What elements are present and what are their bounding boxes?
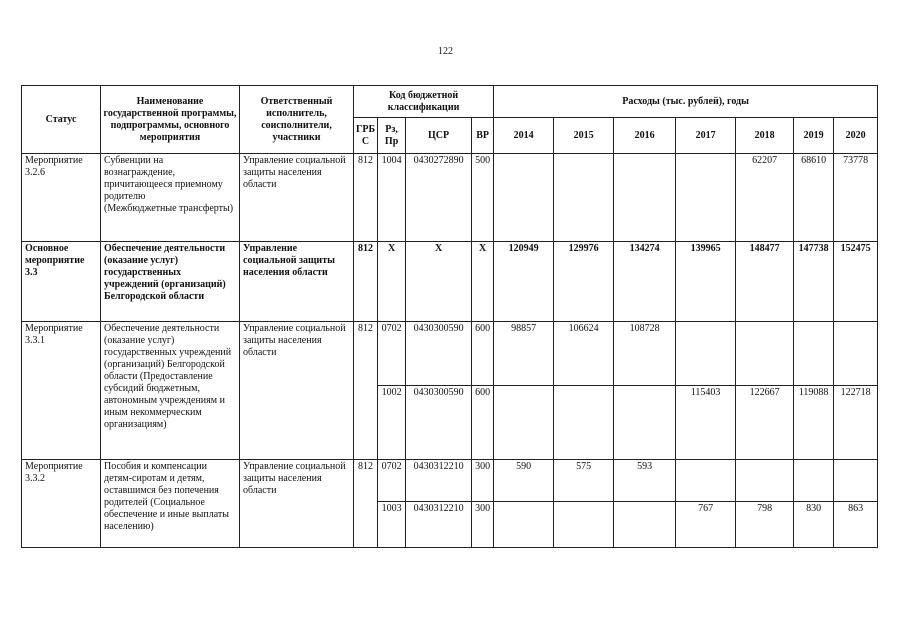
row-name: Субвенции на вознаграждение, причитающееся приемному родителю (Межбюджетные трансферты) (101, 154, 240, 242)
row-value (834, 322, 878, 386)
row-name: Пособия и компенсации детям-сиротам и детям, оставшимся без попечения родителей (Социальное обеспечение и иные выплаты населению) (101, 460, 240, 548)
table-row (22, 460, 878, 502)
row-value: 119088 (794, 386, 834, 460)
row-vr: 600 (472, 322, 494, 386)
row-vr: Х (472, 242, 494, 322)
header-grbs: ГРБ С (354, 118, 378, 154)
row-value (794, 322, 834, 386)
row-value (614, 502, 676, 548)
row-vr: 600 (472, 386, 494, 460)
row-value (676, 322, 736, 386)
row-csr: 0430272890 (406, 154, 472, 242)
row-value (676, 460, 736, 502)
row-responsible: Управление социальной защиты населения области (240, 460, 354, 548)
row-value: 106624 (554, 322, 614, 386)
row-value: 593 (614, 460, 676, 502)
row-responsible: Управление социальной защиты населения области (240, 154, 354, 242)
row-name: Обеспечение деятельности (оказание услуг) государственных учреждений (организаций) Белгородской области (101, 242, 240, 322)
header-year: 2015 (554, 118, 614, 154)
row-value: 148477 (736, 242, 794, 322)
row-csr: Х (406, 242, 472, 322)
row-value: 62207 (736, 154, 794, 242)
header-year: 2018 (736, 118, 794, 154)
header-year: 2020 (834, 118, 878, 154)
row-vr: 300 (472, 502, 494, 548)
row-value (494, 154, 554, 242)
header-year: 2016 (614, 118, 676, 154)
header-year: 2014 (494, 118, 554, 154)
header-year: 2017 (676, 118, 736, 154)
table-row (22, 322, 878, 386)
row-value: 830 (794, 502, 834, 548)
row-value: 122667 (736, 386, 794, 460)
row-responsible: Управление социальной защиты населения области (240, 322, 354, 460)
row-rz: 1004 (378, 154, 406, 242)
row-value: 863 (834, 502, 878, 548)
row-status: Основное мероприятие 3.3 (22, 242, 101, 322)
header-rz: Рз, Пр (378, 118, 406, 154)
row-value: 152475 (834, 242, 878, 322)
row-grbs: 812 (354, 322, 378, 460)
row-value: 122718 (834, 386, 878, 460)
header-status: Статус (22, 86, 101, 154)
row-vr: 500 (472, 154, 494, 242)
row-csr: 0430300590 (406, 386, 472, 460)
row-value (494, 502, 554, 548)
budget-table (21, 85, 878, 548)
header-responsible: Ответственный исполнитель, соисполнители, участники (240, 86, 354, 154)
row-value: 108728 (614, 322, 676, 386)
row-value (736, 460, 794, 502)
row-value (614, 386, 676, 460)
row-rz: 1003 (378, 502, 406, 548)
page-number: 122 (438, 46, 453, 57)
row-rz: 0702 (378, 322, 406, 386)
row-value: 68610 (794, 154, 834, 242)
row-rz: 1002 (378, 386, 406, 460)
header-budget-code: Код бюджетной классификации (354, 86, 494, 118)
row-value: 98857 (494, 322, 554, 386)
row-responsible: Управление социальной защиты населения области (240, 242, 354, 322)
row-csr: 0430312210 (406, 460, 472, 502)
row-value: 129976 (554, 242, 614, 322)
row-csr: 0430300590 (406, 322, 472, 386)
row-grbs: 812 (354, 242, 378, 322)
row-grbs: 812 (354, 460, 378, 548)
row-value (834, 460, 878, 502)
row-vr: 300 (472, 460, 494, 502)
row-value (794, 460, 834, 502)
row-status: Мероприятие 3.3.1 (22, 322, 101, 460)
row-value: 767 (676, 502, 736, 548)
row-rz: 0702 (378, 460, 406, 502)
row-value: 139965 (676, 242, 736, 322)
header-name: Наименование государственной программы, подпрограммы, основного мероприятия (101, 86, 240, 154)
row-name: Обеспечение деятельности (оказание услуг) государственных учреждений (организаций) Белгородской области (Предоставление субсидий бюджетным, автономным учреждениям и иным некоммерческим организациям) (101, 322, 240, 460)
row-value (554, 154, 614, 242)
row-grbs: 812 (354, 154, 378, 242)
row-value: 590 (494, 460, 554, 502)
row-value (554, 502, 614, 548)
header-year: 2019 (794, 118, 834, 154)
table-row (22, 242, 878, 322)
row-value: 115403 (676, 386, 736, 460)
row-value (494, 386, 554, 460)
row-csr: 0430312210 (406, 502, 472, 548)
row-value: 798 (736, 502, 794, 548)
row-value (614, 154, 676, 242)
row-value: 134274 (614, 242, 676, 322)
header-expenses: Расходы (тыс. рублей), годы (494, 86, 878, 118)
row-value (554, 386, 614, 460)
row-value: 73778 (834, 154, 878, 242)
row-value: 575 (554, 460, 614, 502)
header-vr: ВР (472, 118, 494, 154)
row-value (676, 154, 736, 242)
row-status: Мероприятие 3.3.2 (22, 460, 101, 548)
table-row (22, 154, 878, 242)
row-value: 147738 (794, 242, 834, 322)
header-csr: ЦСР (406, 118, 472, 154)
row-rz: Х (378, 242, 406, 322)
row-value (736, 322, 794, 386)
row-status: Мероприятие 3.2.6 (22, 154, 101, 242)
row-value: 120949 (494, 242, 554, 322)
